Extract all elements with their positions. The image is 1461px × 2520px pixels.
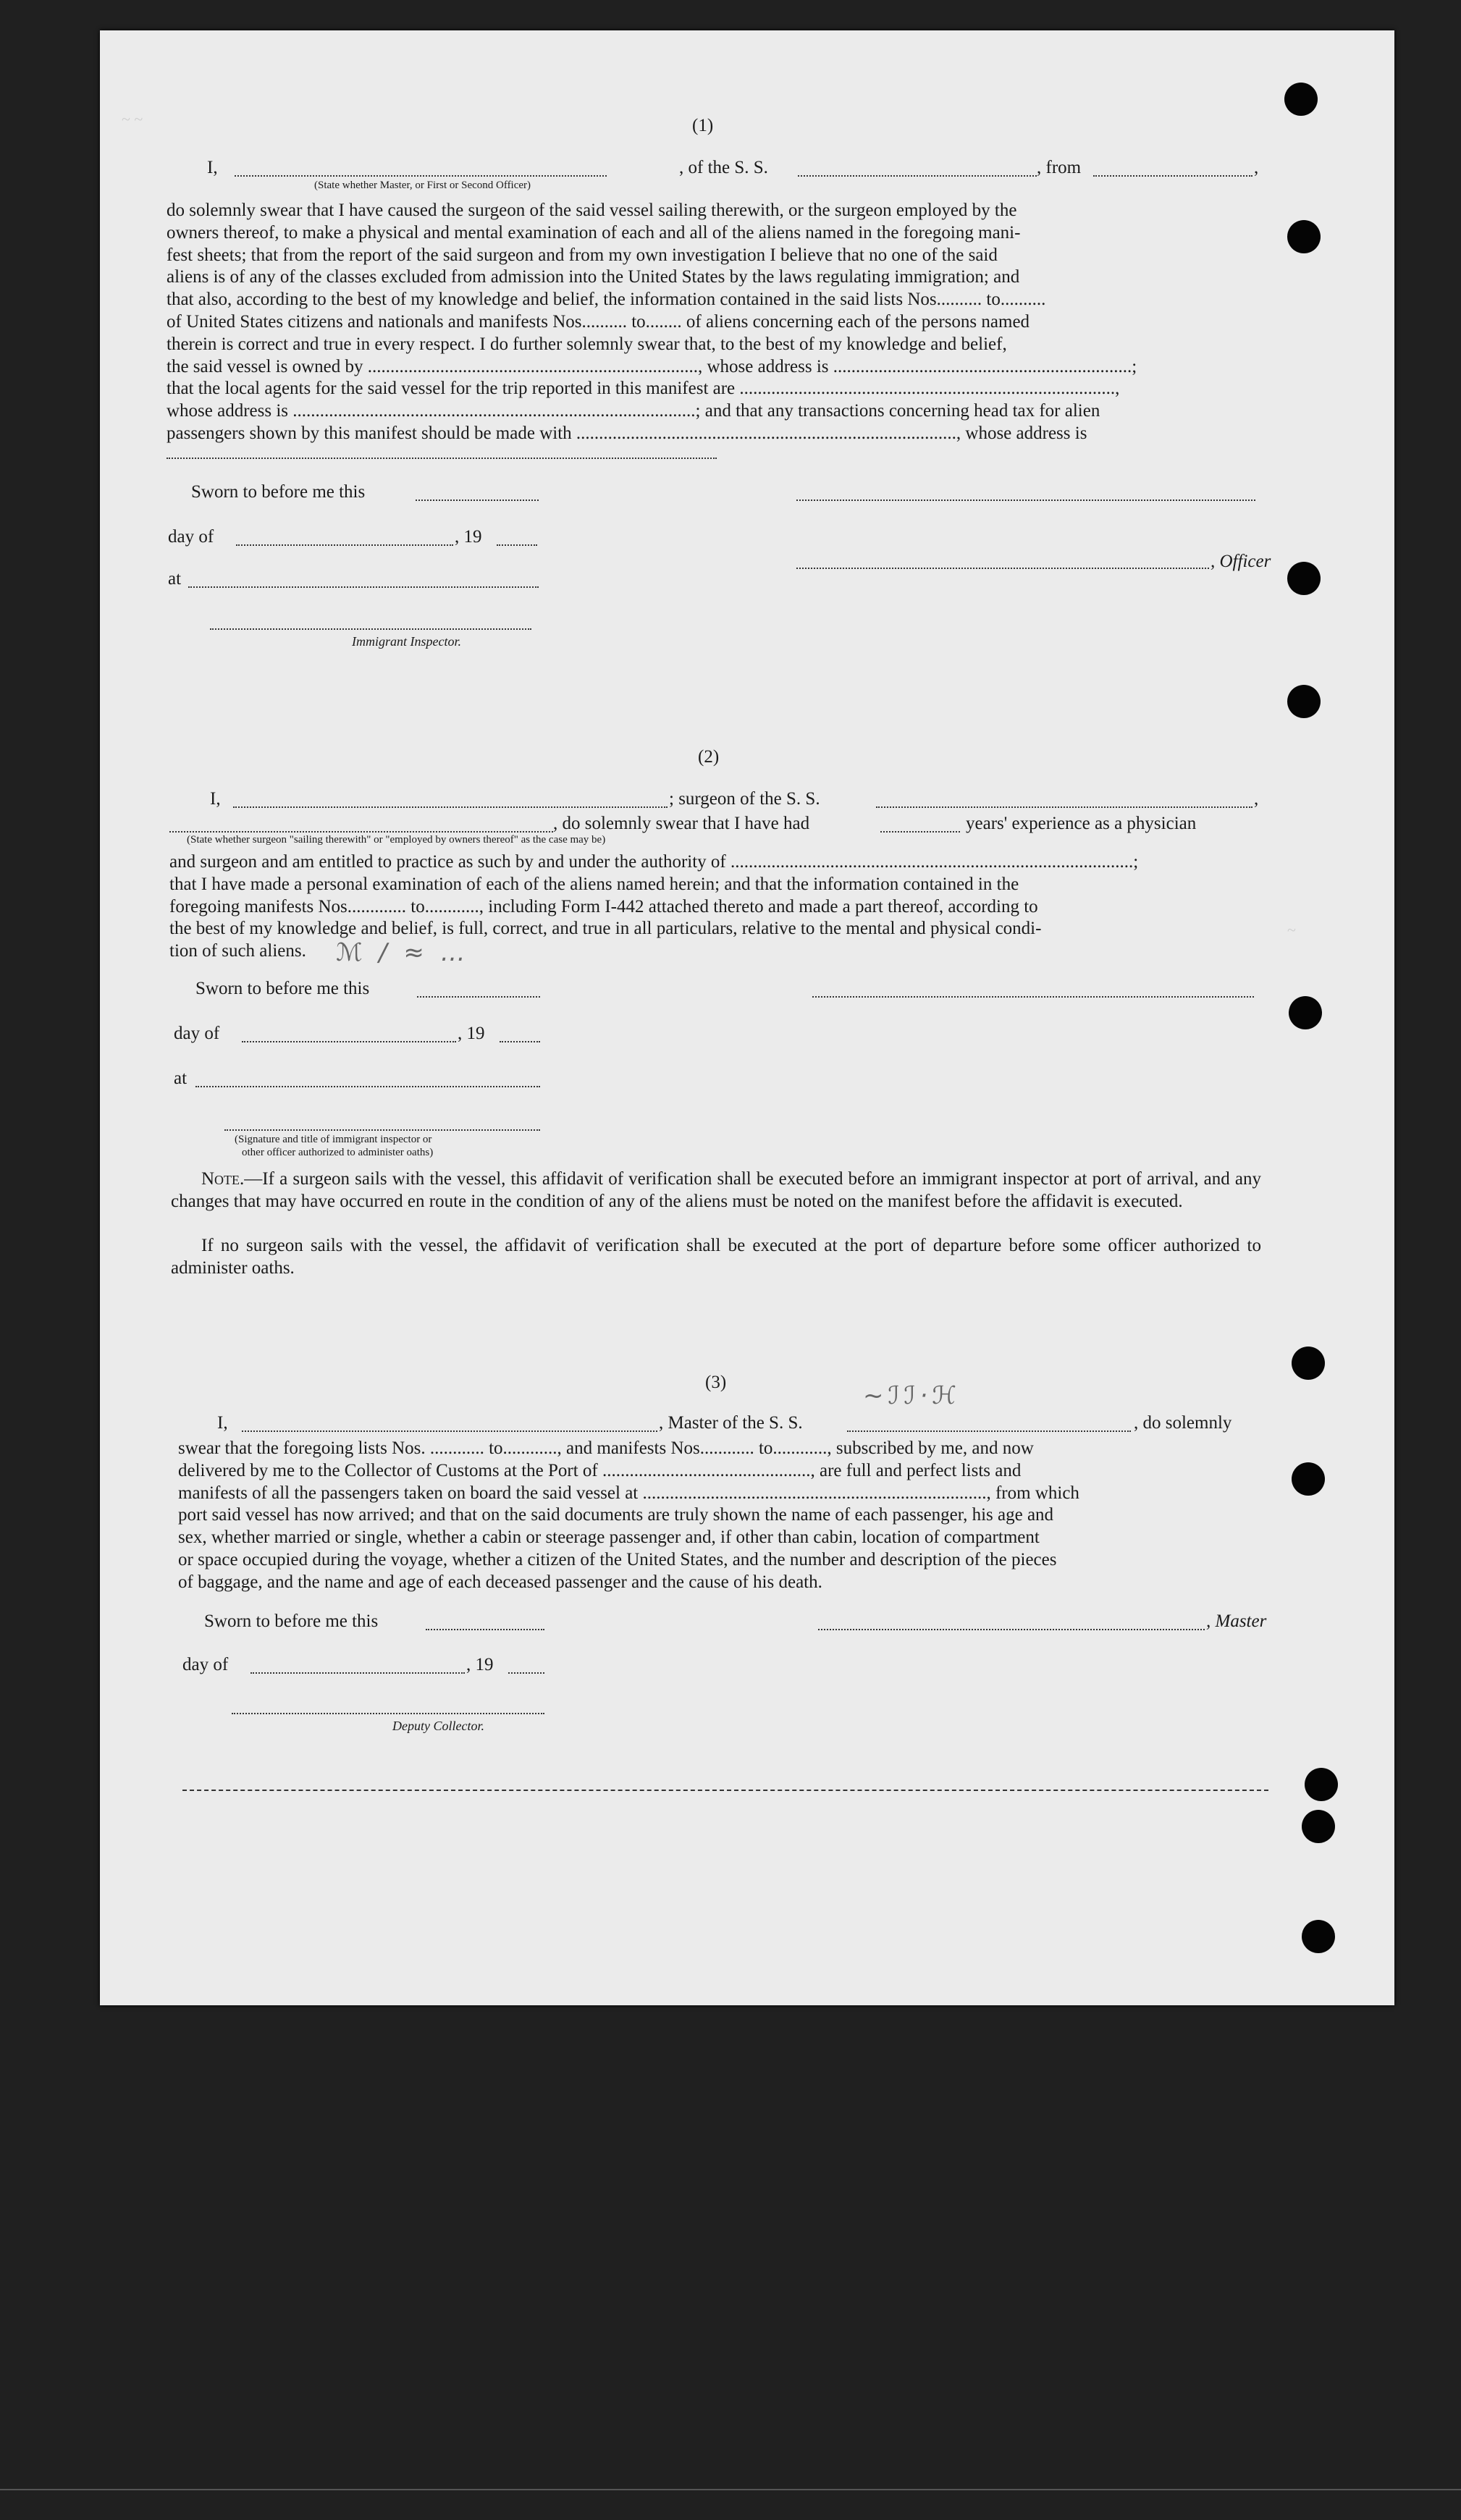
- from-label: , from: [1037, 158, 1082, 177]
- signature-caption-1: (Signature and title of immigrant inspector or: [235, 1134, 432, 1145]
- at-label: at: [168, 569, 182, 589]
- inspector-caption: Immigrant Inspector.: [352, 634, 461, 649]
- punch-hole: [1287, 685, 1321, 718]
- punch-hole: [1287, 562, 1321, 595]
- master-name-line: [242, 1430, 657, 1432]
- body-line: and surgeon and am entitled to practice as such by and under the authority of .........................................................................................;: [169, 852, 1139, 872]
- day-of-label: day of: [168, 527, 214, 547]
- sworn-date-line: [417, 996, 540, 998]
- body-line: manifests of all the passengers taken on board the said vessel at ............................................................................, from which: [178, 1483, 1079, 1503]
- surgeon-vessel-line: [876, 806, 1252, 808]
- section-3-heading: (3): [705, 1373, 727, 1392]
- signature-caption-2: other officer authorized to administer oaths): [242, 1147, 434, 1158]
- do-solemnly-label: , do solemnly: [1134, 1413, 1232, 1433]
- body-line: tion of such aliens.: [169, 941, 306, 961]
- surgeon-of-ss-label: ; surgeon of the S. S.: [669, 789, 820, 809]
- punch-hole: [1305, 1768, 1338, 1801]
- body-line: of baggage, and the name and age of each deceased passenger and the cause of his death.: [178, 1572, 822, 1592]
- officer-signature-line: [796, 568, 1209, 569]
- officer-caption: (State whether Master, or First or Second Officer): [314, 180, 531, 191]
- section-2-body: [169, 851, 1261, 963]
- officer-label: , Officer: [1211, 552, 1271, 571]
- vessel-field-line: [798, 175, 1037, 177]
- master-vessel-line: [847, 1430, 1131, 1432]
- body-line: sex, whether married or single, whether a cabin or steerage passenger and, if other than cabin, location of compartment: [178, 1527, 1040, 1548]
- day-field-line: [242, 1041, 456, 1042]
- body-line: port said vessel has now arrived; and that on the said documents are truly shown the name of each passenger, his age and: [178, 1505, 1054, 1525]
- body-line: that the local agents for the said vessel for the trip reported in this manifest are ...................................................................................,: [167, 379, 1120, 399]
- year-label: , 19: [466, 1655, 494, 1674]
- bleed-through-mark: ~: [1287, 921, 1296, 939]
- body-line: foregoing manifests Nos............. to............, including Form I-442 attached thereto and made a part thereof, according to: [169, 896, 1038, 916]
- punch-hole: [1302, 1810, 1335, 1843]
- body-line: swear that the foregoing lists Nos. ............ to............, and manifests Nos............ to............, subscribed by me, and now: [178, 1438, 1034, 1458]
- body-line: fest sheets; that from the report of the said surgeon and from my own investigation I believe that no one of the said: [167, 245, 998, 265]
- body-line: or space occupied during the voyage, whether a citizen of the United States, and the number and description of the pieces: [178, 1549, 1057, 1569]
- inspector-signature-line: [210, 628, 531, 630]
- section-1-heading: (1): [692, 116, 714, 135]
- year-field-line: [500, 1041, 540, 1042]
- body-line: of United States citizens and nationals and manifests Nos.......... to........ of aliens concerning each of the persons named: [167, 311, 1030, 332]
- line-end-comma: ,: [1254, 158, 1259, 177]
- address-continuation-line: [167, 458, 717, 459]
- handwritten-vessel-name: ~ℐℐ·ℋ: [863, 1381, 961, 1410]
- year-label: , 19: [455, 527, 482, 547]
- note-label: Note.: [201, 1169, 245, 1189]
- year-label: , 19: [458, 1024, 485, 1043]
- at-field-line: [188, 586, 539, 588]
- at-field-line: [195, 1086, 540, 1087]
- body-line: owners thereof, to make a physical and mental examination of each and all of the aliens named in the foregoing mani-: [167, 222, 1021, 243]
- day-field-line: [236, 544, 453, 546]
- body-line: passengers shown by this manifest should be made with ...................................................................................., whose address is: [167, 423, 1087, 443]
- body-line: that I have made a personal examination of each of the aliens named herein; and that the information contained in the: [169, 874, 1019, 894]
- punch-hole: [1302, 1920, 1335, 1953]
- section-2-heading: (2): [698, 747, 720, 767]
- from-field-line: [1093, 175, 1252, 177]
- line-end-comma: ,: [1254, 789, 1259, 809]
- body-line: the best of my knowledge and belief, is full, correct, and true in all particulars, relative to the mental and physical condi-: [169, 919, 1042, 939]
- section-1-i: I,: [207, 158, 218, 177]
- punch-hole: [1289, 996, 1322, 1029]
- punch-hole: [1287, 220, 1321, 253]
- sworn-label: Sworn to before me this: [204, 1611, 379, 1631]
- scan-edge-line: [0, 2489, 1461, 2490]
- day-field-line: [250, 1672, 465, 1674]
- body-line: delivered by me to the Collector of Customs at the Port of .............................................., are full and perfect lists and: [178, 1460, 1022, 1480]
- surgeon-signature-line: [812, 996, 1254, 998]
- document-page: [100, 30, 1394, 2005]
- collector-caption: Deputy Collector.: [392, 1719, 484, 1733]
- note-paragraph-2: [171, 1235, 1261, 1280]
- punch-hole: [1284, 83, 1318, 116]
- body-line: whose address is .........................................................................................; and that any transactions concerning head tax for alien: [167, 401, 1100, 421]
- collector-signature-line: [232, 1713, 544, 1714]
- section-3-i: I,: [217, 1413, 228, 1433]
- handwritten-scribble: ℳ ∕ ≈ …: [336, 938, 470, 967]
- sworn-date-line: [416, 500, 539, 501]
- note-paragraph: [171, 1168, 1261, 1213]
- name-field-line: [235, 175, 607, 177]
- year-field-line: [508, 1672, 544, 1674]
- note-text: —If a surgeon sails with the vessel, this affidavit of verification shall be executed before an immigrant inspector at port of arrival, and any changes that may have occurred en route in the condition of any of the aliens must be noted on the manifest before the affidavit is executed.: [171, 1169, 1261, 1211]
- section-3-body: [178, 1438, 1261, 1594]
- at-label: at: [174, 1069, 188, 1088]
- master-signature-line: [818, 1629, 1205, 1630]
- section-2-i: I,: [210, 789, 221, 809]
- surgeon-name-line: [233, 806, 668, 808]
- punch-hole: [1292, 1347, 1325, 1380]
- bleed-through-mark: ~ ~: [122, 110, 143, 128]
- body-line: do solemnly swear that I have caused the surgeon of the said vessel sailing therewith, or the surgeon employed by the: [167, 201, 1017, 220]
- surgeon-status-line: [169, 831, 553, 833]
- sworn-label: Sworn to before me this: [195, 979, 370, 998]
- year-field-line: [497, 544, 537, 546]
- officer-signature-line-top: [796, 500, 1255, 501]
- surgeon-caption: (State whether surgeon "sailing therewith" or "employed by owners thereof" as the case may be): [187, 834, 606, 846]
- sworn-label: Sworn to before me this: [191, 482, 366, 502]
- master-label: , Master: [1206, 1611, 1267, 1631]
- of-ss-label: , of the S. S.: [679, 158, 768, 177]
- body-line: that also, according to the best of my knowledge and belief, the information contained in the said lists Nos.......... to..........: [167, 290, 1046, 310]
- swear-label: , do solemnly swear that I have had: [553, 814, 810, 833]
- inspector-signature-line: [224, 1129, 540, 1131]
- body-line: the said vessel is owned by ........................................................................., whose address is ..................................................................;: [167, 356, 1137, 376]
- day-of-label: day of: [174, 1024, 220, 1043]
- day-of-label: day of: [182, 1655, 229, 1674]
- years-field-line: [880, 831, 960, 833]
- body-line: therein is correct and true in every respect. I do further solemnly swear that, to the best of my knowledge and belief,: [167, 334, 1007, 354]
- master-of-ss-label: , Master of the S. S.: [659, 1413, 803, 1433]
- note-text-2: If no surgeon sails with the vessel, the affidavit of verification shall be executed at the port of departure before some officer authorized to administer oaths.: [171, 1236, 1261, 1278]
- punch-hole: [1292, 1462, 1325, 1496]
- sworn-date-line: [426, 1629, 544, 1630]
- body-line: aliens is of any of the classes excluded from admission into the United States by the laws regulating immigration; and: [167, 267, 1020, 287]
- bottom-rule: [182, 1790, 1268, 1791]
- years-label: years' experience as a physician: [966, 814, 1197, 833]
- section-1-body: [167, 200, 1258, 445]
